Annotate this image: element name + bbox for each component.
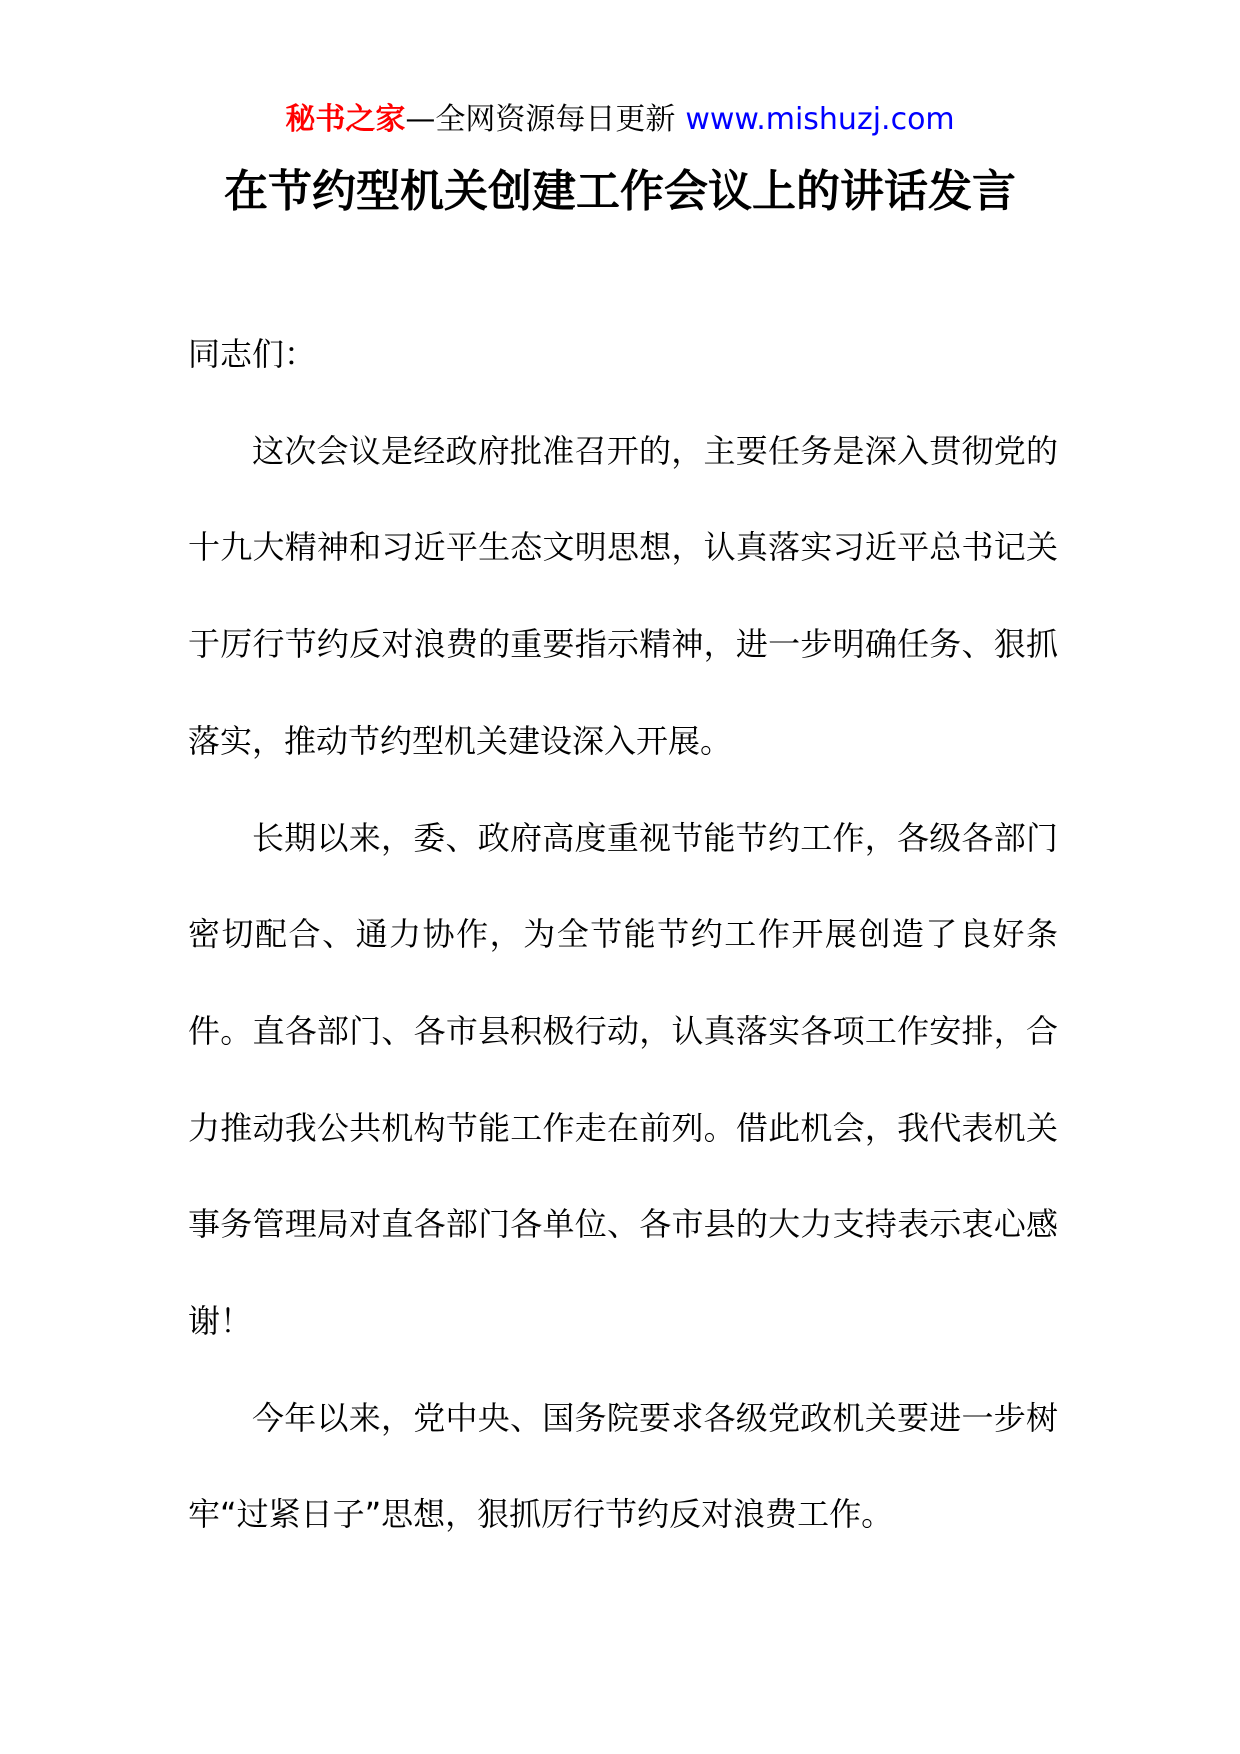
document-body xyxy=(188,306,1058,1563)
brand-slogan: —全网资源每日更新 xyxy=(405,102,676,137)
paragraph-1: 这次会议是经政府批准召开的，主要任务是深入贯彻党的十九大精神和习近平生态文明思想，认真落实习近平总书记关于厉行节约反对浪费的重要指示精神，进一步明确任务、狠抓落实，推动节约型机关建设深入开展。 xyxy=(188,431,1058,760)
salutation: 同志们： xyxy=(188,335,317,373)
paragraph-3: 今年以来，党中央、国务院要求各级党政机关要进一步树牢“过紧日子”思想，狠抓厉行节约反对浪费工作。 xyxy=(188,1398,1058,1534)
document-title: 在节约型机关创建工作会议上的讲话发言 xyxy=(224,166,1016,217)
site-header xyxy=(0,98,1240,142)
paragraph-2: 长期以来，委、政府高度重视节能节约工作，各级各部门密切配合、通力协作，为全节能节约工作开展创造了良好条件。直各部门、各市县积极行动，认真落实各项工作安排，合力推动我公共机构节能工作走在前列。借此机会，我代表机关事务管理局对直各部门各单位、各市县的大力支持表示衷心感谢！ xyxy=(188,818,1058,1341)
brand-name: 秘书之家 xyxy=(285,102,406,137)
site-url-link[interactable]: www.mishuzj.com xyxy=(685,102,955,137)
